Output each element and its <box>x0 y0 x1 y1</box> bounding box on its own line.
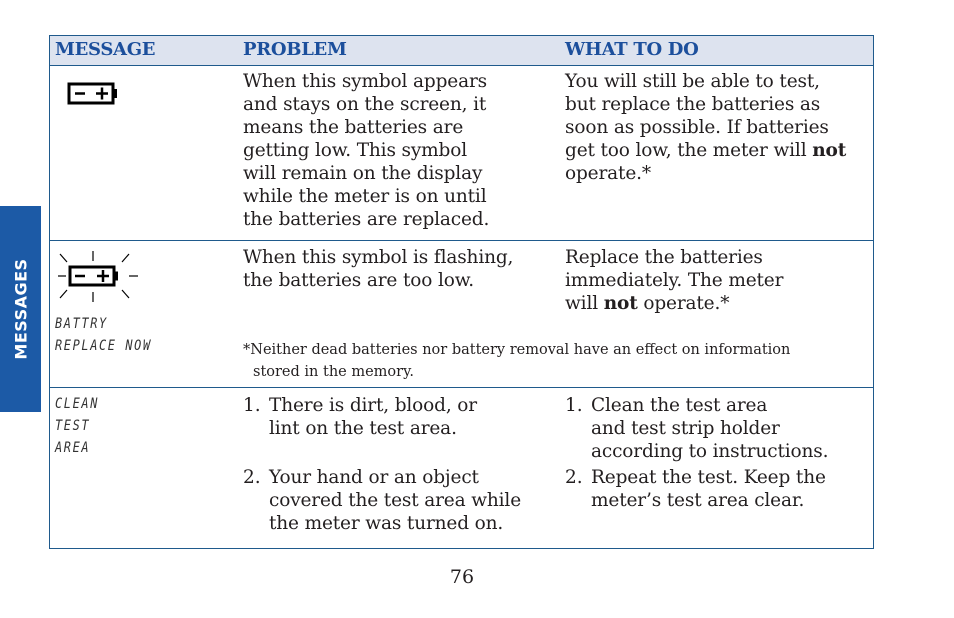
item-text <box>591 466 826 512</box>
text-line: When this symbol is flashing, <box>243 247 514 268</box>
footnote-line: *Neither dead batteries nor battery removal have an effect on information <box>243 342 791 358</box>
text-line: according to instructions. <box>591 441 829 462</box>
messages-table <box>49 35 874 549</box>
lcd-message <box>55 393 99 459</box>
text-line: meter’s test area clear. <box>591 490 805 511</box>
table-row <box>50 240 873 388</box>
page-number: 76 <box>449 566 475 588</box>
text-line <box>565 139 846 162</box>
text-line: Repeat the test. Keep the <box>591 467 826 488</box>
lcd-line: TEST <box>55 418 91 434</box>
section-tab <box>0 206 41 412</box>
battery-low-icon <box>67 82 119 106</box>
text-line: operate.* <box>565 163 651 184</box>
section-tab-label: MESSAGES <box>11 258 30 360</box>
table-row <box>50 387 873 549</box>
text-line: You will still be able to test, <box>565 71 820 92</box>
lcd-line: BATTRY <box>55 316 108 332</box>
battery-flashing-icon <box>56 249 140 303</box>
header-message: MESSAGE <box>55 39 156 60</box>
text-line: Replace the batteries <box>565 247 763 268</box>
action-text <box>565 70 846 185</box>
lcd-message <box>55 313 152 357</box>
lcd-line: AREA <box>55 440 91 456</box>
text-line: Clean the test area <box>591 395 768 416</box>
text-segment: get too low, the meter will <box>565 140 813 161</box>
text-line: There is dirt, blood, or <box>269 395 477 416</box>
text-line: covered the test area while <box>269 490 521 511</box>
text-segment: operate.* <box>637 293 730 314</box>
text-line: immediately. The meter <box>565 270 784 291</box>
text-line: the meter was turned on. <box>269 513 504 534</box>
text-line: When this symbol appears <box>243 71 488 92</box>
text-line: lint on the test area. <box>269 418 457 439</box>
emphasis-not: not <box>603 293 638 314</box>
emphasis-not: not <box>812 140 847 161</box>
text-line <box>565 292 783 315</box>
table-row <box>50 65 873 240</box>
text-line: the batteries are replaced. <box>243 209 490 230</box>
text-line: but replace the batteries as <box>565 94 821 115</box>
item-number: 1. <box>243 395 261 416</box>
table-header <box>50 36 873 66</box>
text-line: and test strip holder <box>591 418 780 439</box>
text-line: while the meter is on until <box>243 186 487 207</box>
item-text <box>269 466 521 535</box>
text-line: and stays on the screen, it <box>243 94 487 115</box>
problem-text <box>243 70 489 231</box>
text-line: means the batteries are <box>243 117 464 138</box>
text-line: will remain on the display <box>243 163 483 184</box>
text-line: getting low. This symbol <box>243 140 468 161</box>
item-number: 2. <box>565 467 583 488</box>
item-number: 1. <box>565 395 583 416</box>
footnote <box>243 339 790 383</box>
lcd-line: CLEAN <box>55 396 99 412</box>
problem-text <box>243 246 513 292</box>
text-line: the batteries are too low. <box>243 270 474 291</box>
footnote-line: stored in the memory. <box>253 364 414 380</box>
lcd-line: REPLACE NOW <box>55 338 152 354</box>
text-line: Your hand or an object <box>269 467 479 488</box>
item-number: 2. <box>243 467 261 488</box>
action-text <box>565 246 783 315</box>
header-what-to-do: WHAT TO DO <box>565 39 699 60</box>
item-text <box>591 394 828 463</box>
text-segment: will <box>565 293 604 314</box>
header-problem: PROBLEM <box>243 39 347 60</box>
item-text <box>269 394 477 440</box>
text-line: soon as possible. If batteries <box>565 117 829 138</box>
